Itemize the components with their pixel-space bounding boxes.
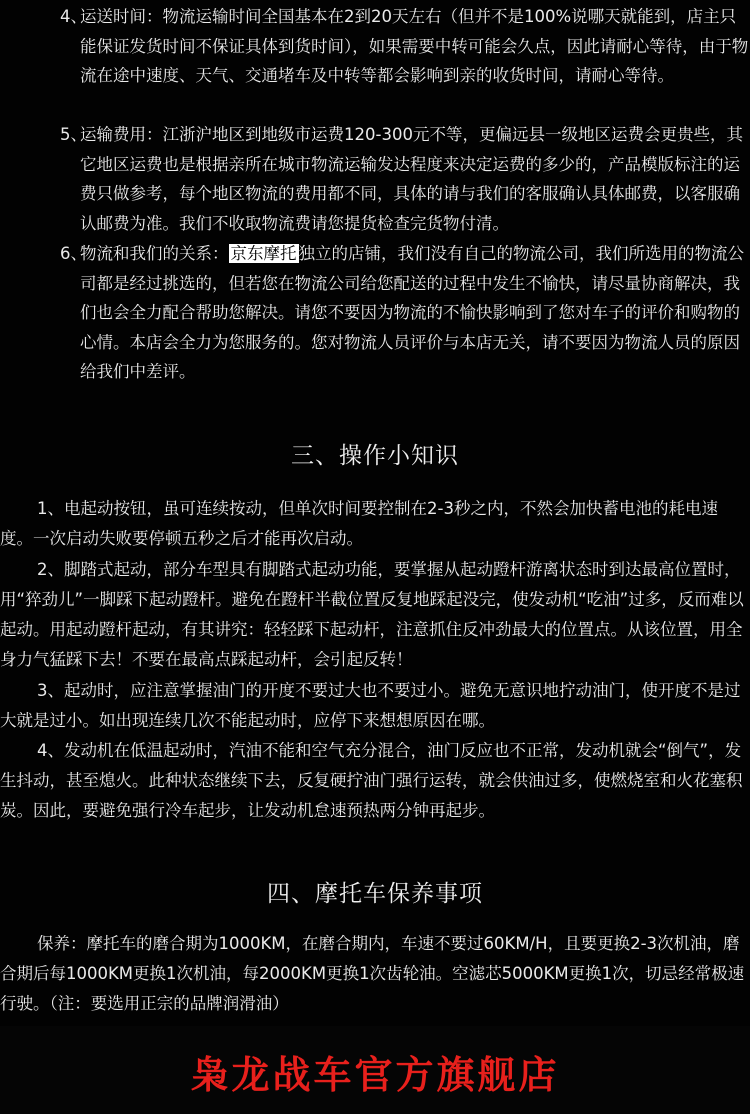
shipping-item-4	[60, 2, 750, 91]
operation-tip-3: 3、起动时，应注意掌握油门的开度不要过大也不要过小。避免无意识地拧动油门，使开度不是过大就是过小。如出现连续几次不能起动时，应停下来想想原因在哪。	[0, 681, 741, 730]
item-text-after: 独立的店铺，我们没有自己的物流公司，我们所选用的物流公司都是经过挑选的，但若您在物流公司给您配送的过程中发生不愉快，请尽量协商解决，我们也会全力配合帮助您解决。请您不要因为物流的不愉快影响到了您对车子的评价和购物的心情。本店会全力为您服务的。您对物流人员评价与本店无关，请不要因为物流人员的原因给我们中差评。	[80, 244, 744, 381]
operation-tip-4: 4、发动机在低温起动时，汽油不能和空气充分混合，油门反应也不正常，发动机就会“倒气”，发生抖动，甚至熄火。此种状态继续下去，反复硬拧油门强行运转，就会供油过多，使燃烧室和火花塞积炭。因此，要避免强行冷车起步，让发动机怠速预热两分钟再起步。	[0, 741, 743, 820]
maintenance-paragraph: 保养：摩托车的磨合期为1000KM，在磨合期内，车速不要过60KM/H，且要更换2-3次机油，磨合期后每1000KM更换1次机油，每2000KM更换1次齿轮油。空滤芯5000KM更换1次，切忌经常极速行驶。（注：要选用正宗的品牌润滑油）	[0, 934, 745, 1013]
item-text-before: 物流和我们的关系：	[80, 244, 229, 263]
shipping-item-6	[60, 239, 750, 387]
item-text: 运送时间：物流运输时间全国基本在2到20天左右（但并不是100%说哪天就能到，店主只能保证发货时间不保证具体到货时间），如果需要中转可能会久点，因此请耐心等待，由于物流在途中速度、天气、交通堵车及中转等都会影响到亲的收货时间，请耐心等待。	[80, 7, 749, 85]
operation-tip-1: 1、电起动按钮，虽可连续按动，但单次时间要控制在2-3秒之内，不然会加快蓄电池的耗电速度。一次启动失败要停顿五秒之后才能再次启动。	[0, 499, 718, 548]
item-number: 4、	[60, 7, 87, 26]
section-title-operation: 三、操作小知识	[291, 443, 459, 469]
section-title-maintenance: 四、摩托车保养事项	[267, 881, 483, 907]
item-number: 6、	[60, 244, 87, 263]
store-name-footer: 枭龙战车官方旗舰店	[190, 1053, 560, 1097]
item-number: 5、	[60, 125, 87, 144]
operation-tip-2: 2、脚踏式起动，部分车型具有脚踏式起动功能，要掌握从起动蹬杆游离状态时到达最高位置时，用“猝劲儿”一脚踩下起动蹬杆。避免在蹬杆半截位置反复地踩起没完，使发动机“吃油”过多，反而难以起动。用起动蹬杆起动，有其讲究：轻轻踩下起动杆，注意抓住反冲劲最大的位置点。从该位置，用全身力气猛踩下去！不要在最高点踩起动杆，会引起反转！	[0, 560, 744, 669]
shipping-item-5	[60, 120, 750, 238]
store-name-highlight: 京东摩托	[230, 244, 297, 263]
item-text: 运输费用：江浙沪地区到地级市运费120-300元不等，更偏远县一级地区运费会更贵些，其它地区运费也是根据亲所在城市物流运输发达程度来决定运费的多少的，产品模版标注的运费只做参考，每个地区物流的费用都不同，具体的请与我们的客服确认具体邮费，以客服确认邮费为准。我们不收取物流费请您提货检查完货物付清。	[80, 125, 743, 233]
